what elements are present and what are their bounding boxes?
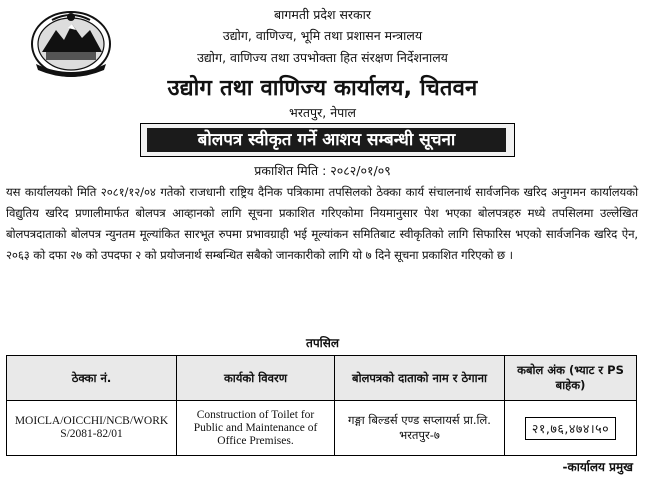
office-chief-signature: -कार्यालय प्रमुख	[562, 460, 633, 474]
published-date-line	[0, 162, 645, 179]
directorate-name: उद्योग, वाणिज्य तथा उपभोक्ता हित संरक्षण निर्देशनालय	[197, 50, 448, 65]
header-amount: कबोल अंक (भ्याट र PS बाहेक)	[505, 356, 637, 401]
office-location: भरतपुर, नेपाल	[289, 105, 356, 120]
table-row	[7, 401, 637, 456]
table-header-row	[7, 356, 637, 401]
notice-title-banner	[140, 123, 515, 157]
cell-contract-no: MOICLA/OICCHI/NCB/WORKS/2081-82/01	[7, 401, 177, 456]
notice-body: यस कार्यालयको मिति २०८१/१२/०४ गतेको राजधानी राष्ट्रिय दैनिक पत्रिकामा तपसिलको ठेक्का कार्य संचालनार्थ सार्वजनिक खरिद अनुगमन कार्यालयको विद्युतिय खरिद प्रणालीमार्फत बोलपत्र आव्हानको लागि सूचना प्रकाशित गरिएकोमा नियमानुसार पेश भएका बोलपत्रहरु मध्ये तपसिलमा उल्लेखित बोलपत्रदाताको बोलपत्र न्युनतम मूल्यांकित सारभूत रुपमा प्रभावग्राही भई मूल्यांकन समितिबाट स्वीकृतिको लागि सिफारिस भएको सार्वजनिक खरिद ऐन, २०६३ को दफा २७ को उपदफा २ को प्रयोजनार्थ सम्बन्धित सबैको जानकारीको लागि यो ७ दिने सूचना प्रकाशित गरिएको छ ।	[6, 185, 638, 262]
header-contract-no: ठेक्का नं.	[7, 356, 177, 401]
header-description: कार्यको विवरण	[177, 356, 335, 401]
province-name: बागमती प्रदेश सरकार	[274, 7, 371, 22]
amount-value: २१,७६,४७४।५०	[525, 417, 616, 440]
office-name: उद्योग तथा वाणिज्य कार्यालय, चितवन	[167, 76, 478, 101]
published-label: प्रकाशित मिति :	[254, 163, 327, 178]
cell-amount	[505, 401, 637, 456]
contract-table	[6, 355, 637, 456]
cell-bidder: गङ्गा बिल्डर्स एण्ड सप्लायर्स प्रा.लि. भरतपुर-७	[335, 401, 505, 456]
published-date: २०८२/०१/०९	[330, 163, 391, 178]
schedule-label: तपसिल	[305, 336, 339, 350]
ministry-name: उद्योग, वाणिज्य, भूमि तथा प्रशासन मन्त्रालय	[222, 28, 423, 43]
notice-title: बोलपत्र स्वीकृत गर्ने आशय सम्बन्धी सूचना	[147, 128, 506, 152]
cell-description: Construction of Toilet for Public and Maintenance of Office Premises.	[177, 401, 335, 456]
header-bidder: बोलपत्रको दाताको नाम र ठेगाना	[335, 356, 505, 401]
